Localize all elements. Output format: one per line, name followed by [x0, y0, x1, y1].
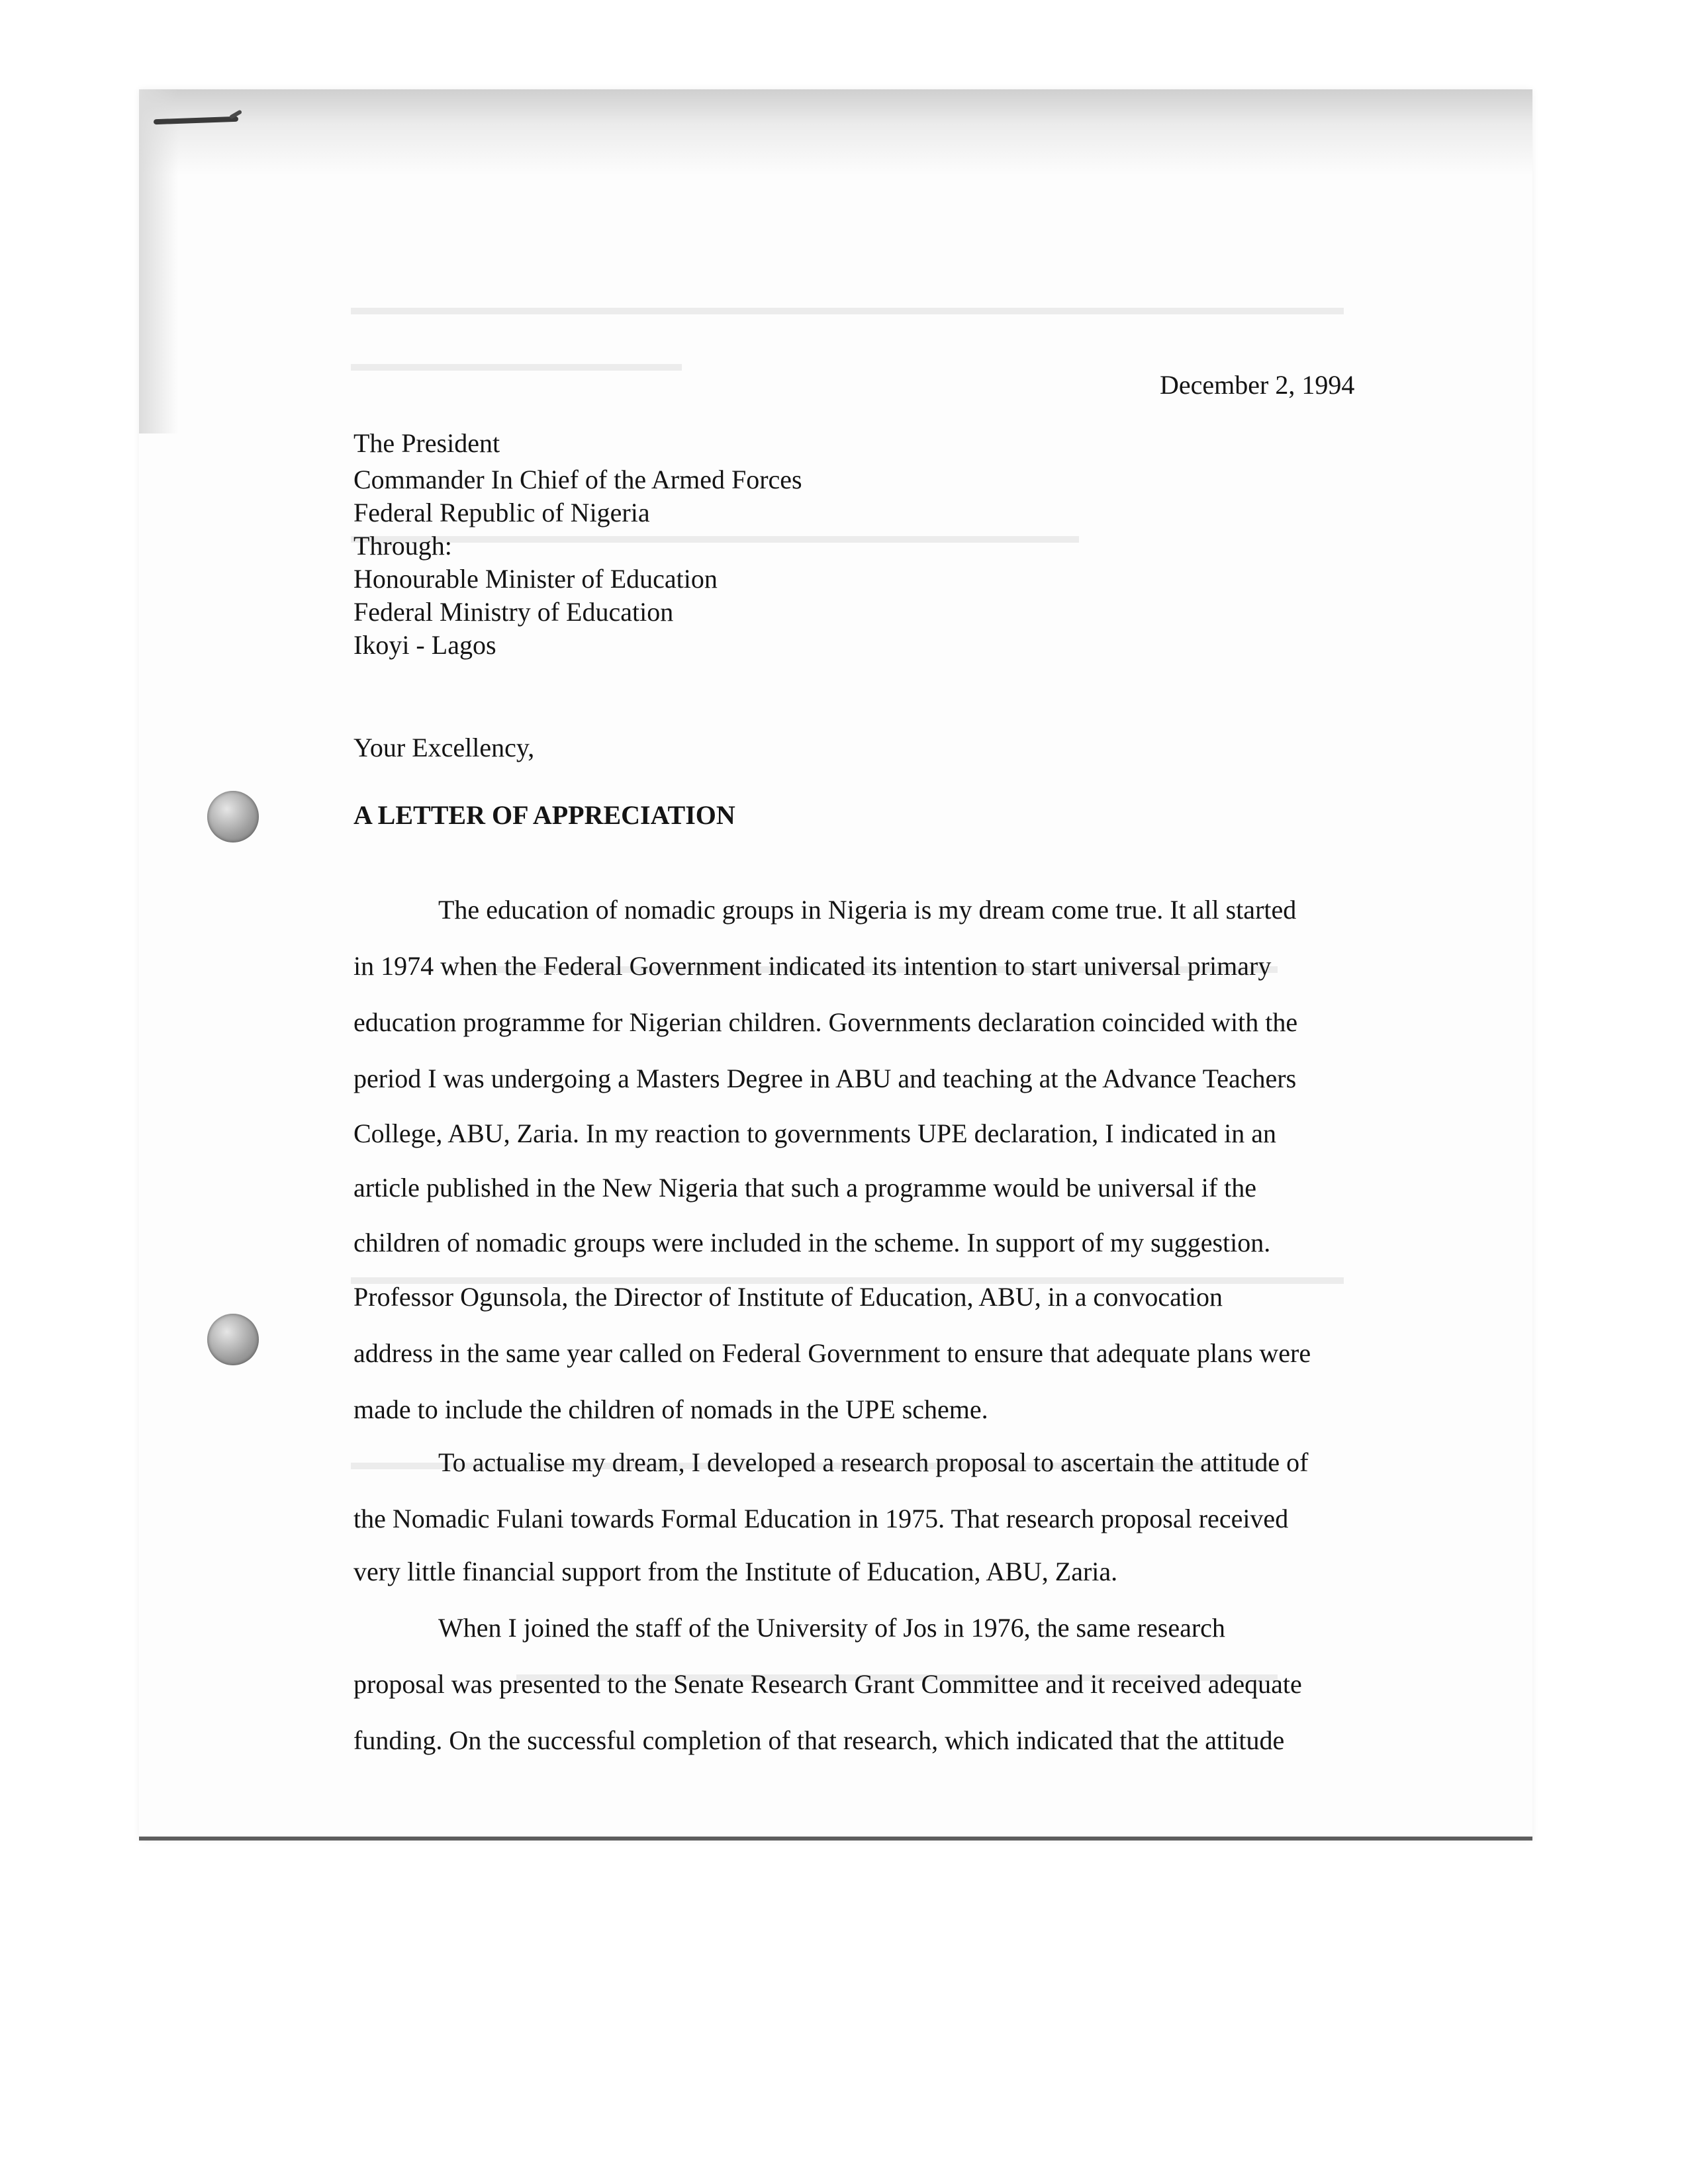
body-line: in 1974 when the Federal Government indicated its intention to start universal primary — [353, 951, 1272, 981]
recipient-role: Commander In Chief of the Armed Forces — [353, 465, 802, 494]
body-line: To actualise my dream, I developed a research proposal to ascertain the attitude of — [438, 1447, 1309, 1477]
intermediary-ministry: Federal Ministry of Education — [353, 597, 674, 627]
body-line: made to include the children of nomads in the UPE scheme. — [353, 1394, 988, 1424]
address-through: Through: — [353, 531, 452, 561]
body-line: funding. On the successful completion of that research, which indicated that the attitude — [353, 1725, 1285, 1755]
recipient-country: Federal Republic of Nigeria — [353, 498, 650, 527]
body-line: address in the same year called on Federal Government to ensure that adequate plans were — [353, 1338, 1311, 1368]
body-line: children of nomadic groups were included in the scheme. In support of my suggestion. — [353, 1228, 1271, 1257]
salutation: Your Excellency, — [353, 733, 535, 762]
punch-hole-bottom — [207, 1314, 259, 1365]
recipient-title: The President — [353, 428, 500, 458]
body-line: education programme for Nigerian children. Governments declaration coincided with the — [353, 1007, 1298, 1037]
body-line: article published in the New Nigeria that such a programme would be universal if the — [353, 1173, 1257, 1203]
intermediary-title: Honourable Minister of Education — [353, 564, 718, 594]
body-line: period I was undergoing a Masters Degree in ABU and teaching at the Advance Teachers — [353, 1064, 1297, 1093]
page-shadow-left — [139, 89, 179, 433]
show-through-texture — [351, 301, 1357, 321]
body-line: proposal was presented to the Senate Research Grant Committee and it received adequate — [353, 1669, 1302, 1699]
body-line: the Nomadic Fulani towards Formal Education in 1975. That research proposal received — [353, 1504, 1289, 1533]
letter-heading: A LETTER OF APPRECIATION — [353, 800, 735, 830]
body-line: The education of nomadic groups in Nigeria is my dream come true. It all started — [438, 895, 1297, 925]
punch-hole-top — [207, 791, 259, 842]
page-shadow-top — [139, 89, 1532, 175]
body-line: Professor Ogunsola, the Director of Institute of Education, ABU, in a convocation — [353, 1282, 1223, 1312]
body-line: College, ABU, Zaria. In my reaction to governments UPE declaration, I indicated in an — [353, 1118, 1277, 1148]
show-through-texture — [351, 529, 1357, 549]
body-line: very little financial support from the Institute of Education, ABU, Zaria. — [353, 1557, 1118, 1586]
body-line: When I joined the staff of the University of Jos in 1976, the same research — [438, 1613, 1225, 1643]
letter-date: December 2, 1994 — [1160, 370, 1355, 400]
address-city: Ikoyi - Lagos — [353, 630, 496, 660]
